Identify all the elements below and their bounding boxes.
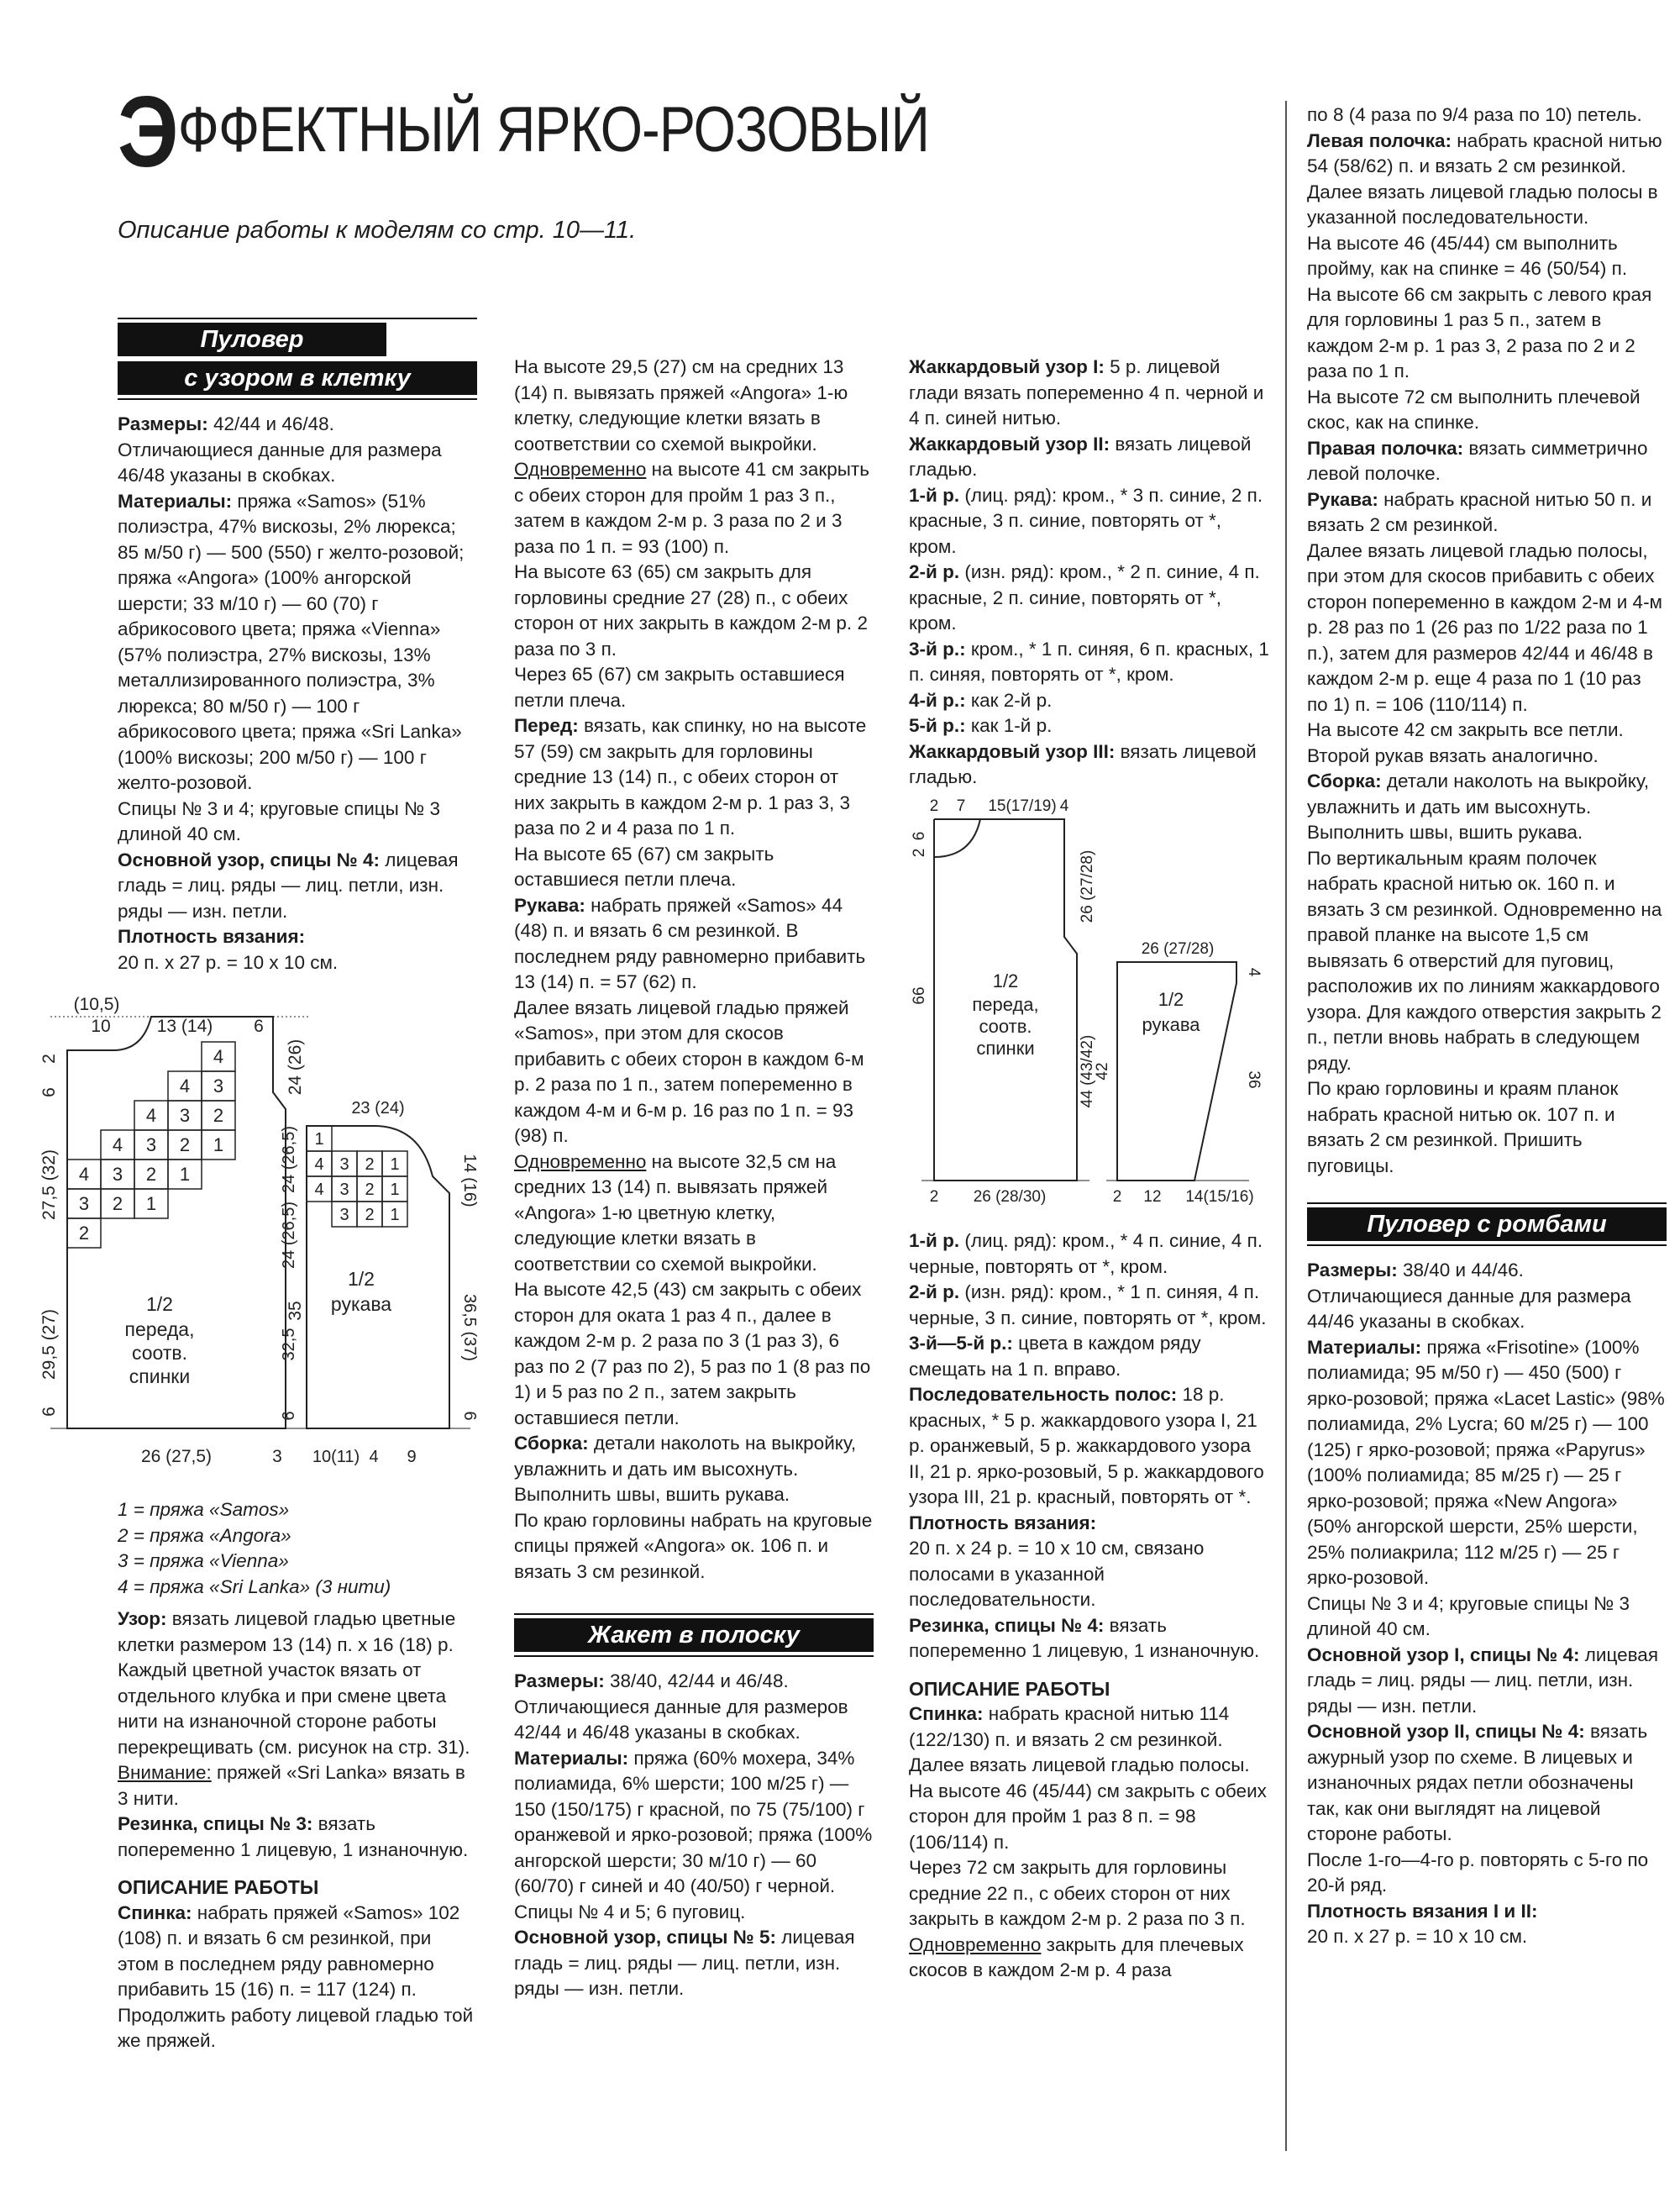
dim-label: 35 <box>286 1301 305 1321</box>
dim-label: 24 (26) <box>286 1039 305 1096</box>
piece-label: 1/2 <box>992 970 1019 991</box>
dim-label: 13 (14) <box>156 1017 213 1036</box>
dim-label: 3 <box>272 1447 282 1466</box>
dim-label: 26 (28/30) <box>973 1188 1047 1206</box>
column-1 <box>118 318 477 976</box>
dim-label: 29,5 (27) <box>39 1308 59 1380</box>
jacket-pattern-text: Основной узор, спицы № 5: лицевая гладь = лиц. ряды — лиц. петли, изн. ряды — изн. петли. <box>514 1927 855 1999</box>
column-3: Жаккардовый узор I: 5 р. лицевой глади вязать попеременно 4 п. черной и 4 п. синей нитью. Жаккардовый узор II: вязать лицевой гладью. 1-й р. (лиц. ряд): кром., * 3 п. синие, 2 п. красные, 3 п. синие, повторять от *, кром. 2-й р. (изн. ряд): кром., * 2 п. синие, 4 п. красные, 2 п. синие, повторять от *, кром. 3-й р.: кром., * 1 п. синяя, 6 п. красных, 1 п. синяя, повторять от *, кром. 4-й р.: как 2-й р. 5-й р.: как 1-й р. Жаккардовый узор III: вязать лицевой гладью. <box>909 356 1269 787</box>
dim-label: 14 (16) <box>460 1154 479 1207</box>
materials-text: Материалы: пряжа «Samos» (51% полиэстра, 47% вискозы, 2% люрекса; 85 м/50 г) — 500 (550) г желто-розовой; пряжа «Angora» (100% ангорской шерсти; 33 м/10 г) — 60 (70) г абрикосового цвета; пряжа «Vienna» (57% полиэстра, 27% вискозы, 13% металлизированного полиэстра, 3% люрекса; 80 м/50 г) — 100 г абрикосового цвета; пряжа «Sri Lanka» (100% вискозы; 200 м/50 г) — 100 г желто-розовой. <box>118 490 465 793</box>
pattern-text: Основной узор, спицы № 4: лицевая гладь = лиц. ряды — лиц. петли, изн. ряды — изн. петли. <box>118 849 459 922</box>
uzor-note: Каждый цветной участок вязать от отдельного клубка и при смене цвета нити на изнаночной стороне работы перекрещивать (см. рисунок на стр. 31). <box>118 1659 470 1758</box>
dim-label: 6 <box>280 1411 298 1421</box>
piece-label: рукава <box>330 1293 392 1315</box>
grid-cell: 4 <box>314 1181 324 1199</box>
grid-cell: 2 <box>179 1134 191 1155</box>
grid-cell: 3 <box>339 1206 349 1224</box>
dim-label: 15(17/19) <box>988 797 1057 815</box>
grid-cell: 4 <box>314 1155 324 1174</box>
dim-label: 4 <box>369 1448 379 1466</box>
dim-label: 26 (27,5) <box>140 1447 213 1466</box>
page-title: ЭФФЕКТНЫЙ ЯРКО-РОЗОВЫЙ <box>118 76 930 188</box>
grid-cell: 4 <box>78 1164 90 1185</box>
jacket-diagram <box>909 794 1278 1214</box>
work-heading: ОПИСАНИЕ РАБОТЫ <box>118 1876 319 1898</box>
front-text: Перед: вязать, как спинку, но на высоте 57 (59) см закрыть для горловины средние 13 (14) п., с обеих сторон от них закрыть в каждом 2-м р. 1 раз 3, 3 раза по 2 и 4 раза по 1 п. <box>514 715 867 839</box>
piece-label: спинки <box>976 1038 1035 1059</box>
density-value: 20 п. х 27 р. = 10 х 10 см. <box>118 951 339 973</box>
density-text: Плотность вязания: <box>118 926 306 947</box>
yarn-legend: 1 = пряжа «Samos» 2 = пряжа «Angora» 3 = пряжа «Vienna» 4 = пряжа «Sri Lanka» (3 нити) <box>118 1499 391 1597</box>
piece-label: переда, <box>124 1318 195 1340</box>
dim-label: 2 <box>929 797 939 815</box>
dim-label: 10(11) <box>312 1448 360 1466</box>
pullover-sleeve-diagram <box>273 1092 483 1496</box>
uzor-text: Узор: вязать лицевой гладью цветные клетки размером 13 (14) п. х 16 (18) р. <box>118 1608 456 1655</box>
needles-text: Спицы № 3 и 4; круговые спицы № 3 длиной 40 см. <box>118 797 440 844</box>
grid-cell: 3 <box>213 1075 224 1096</box>
dim-label: 44 (43/42) <box>1079 1034 1096 1108</box>
dim-label: 6 <box>254 1017 264 1036</box>
column-2: На высоте 29,5 (27) см на средних 13 (14) п. вывязать пряжей «Angora» 1-ю клетку, следующие клетки вязать в соответствии со схемой выкройки. Одновременно на высоте 41 см закрыть с обеих сторон для пройм 1 раз 3 п., затем в каждом 2-м р. 3 раза по 2 и 3 раза по 1 п. = 93 (100) п. На высоте 63 (65) см закрыть для горловины средние 27 (28) п., с обеих сторон от них закрыть в каждом 2-м р. 2 раза по 3 п. Через 65 (67) см закрыть оставшиеся петли плеча. Перед: вязать, как спинку, но на высоте 57 (59) см закрыть для горловины средние 13 (14) п., с обеих сторон от них закрыть в каждом 2-м р. 1 раз 3, 3 раза по 2 и 4 раза по 1 п. На высоте 65 (67) см закрыть оставшиеся петли плеча. Рукава: набрать пряжей «Samos» 44 (48) п. и вязать 6 см резинкой. В последнем ряду равномерно прибавить 13 (14) п. = 57 (62) п. Далее вязать лицевой гладью пряжей «Samos», при этом для скосов прибавить с обеих сторон в каждом 6-м р. 2 раза по 1 п., затем попеременно в каждом 4-м и 6-м р. 16 раз по 1 п. = 93 (98) п. Одновременно на высоте 32,5 см на средних 13 (14) п. вывязать пряжей «Angora» 1-ю цветную клетку, следующие клетки вязать в соответствии со схемой выкройки. На высоте 42,5 (43) см закрыть с обеих сторон для оката 1 раз 4 п., далее в каждом 2-м р. 2 раза по 3 (1 раз 3), 6 раз по 2 (7 раз по 2), 5 раз по 1 (8 раз по 1) и 5 раз по 2 п., затем закрыть оставшиеся петли. Сборка: детали наколоть на выкройку, увлажнить и дать им высохнуть. Выполнить швы, вшить рукава. По краю горловины набрать на круговые спицы пряжей «Angora» ок. 106 п. и вязать 3 см резинкой. Жакет в полоску Размеры: 38/40, 42/44 и 46/48. Отличающиеся данные для размеров 42/44 и 46/48 указаны в скобках. Материалы: пряжа (60% мохера, 34% полиамида, 6% шерсти; 100 м/25 г) — 150 (150/175) г красной, по 75 (75/100) г оранжевой и ярко-розовой; пряжа (100% ангорской шерсти; 30 м/10 г) — 60 (60/70) г синей и 40 (40/50) г черной. Спицы № 4 и 5; 6 пуговиц. Основной узор, спицы № 5: лицевая гладь = лиц. ряды — лиц. петли, изн. ряды — изн. петли. <box>514 355 874 2002</box>
assembly-text: Сборка: детали наколоть на выкройку, увлажнить и дать им высохнуть. <box>514 1433 857 1480</box>
dim-label: 42 <box>1094 1062 1111 1081</box>
dim-label: 7 <box>956 797 966 815</box>
grid-cell: 4 <box>213 1046 224 1067</box>
grid-cell: 3 <box>339 1181 349 1199</box>
grid-cell: 3 <box>179 1105 191 1126</box>
dim-label: 24 (26,5) <box>280 1125 298 1194</box>
page-subtitle: Описание работы к моделям со стр. 10—11. <box>118 217 637 244</box>
piece-label: соотв. <box>132 1342 187 1364</box>
jacket-sizes-text: Размеры: 38/40, 42/44 и 46/48. <box>514 1670 789 1691</box>
grid-cell: 2 <box>112 1193 123 1214</box>
dim-label: 6 <box>39 1087 59 1097</box>
column-1-lower <box>118 1607 477 2054</box>
grid-cell: 1 <box>390 1181 400 1199</box>
piece-label: переда, <box>972 994 1039 1015</box>
grid-cell: 2 <box>213 1105 224 1126</box>
dim-label: 27,5 (32) <box>39 1149 59 1221</box>
column-3-lower: 1-й р. (лиц. ряд): кром., * 4 п. синие, 4 п. черные, повторять от *, кром. 2-й р. (изн. ряд): кром., * 1 п. синяя, 4 п. черные, 3 п. синие, повторять от *, кром. 3-й—5-й р.: цвета в каждом ряду смещать на 1 п. вправо. Последовательность полос: 18 р. красных, * 5 р. жаккардового узора I, 21 р. оранжевый, 5 р. жаккардового узора II, 21 р. ярко-розовый, 5 р. жаккардового узора III, 21 р. красный, повторять от *. Плотность вязания: 20 п. х 24 р. = 10 х 10 см, связано полосами в указанной последовательности. Резинка, спицы № 4: вязать попеременно 1 лицевую, 1 изнаночную. ОПИСАНИЕ РАБОТЫ Спинка: набрать красной нитью 114 (122/130) п. и вязать 2 см резинкой. Далее вязать лицевой гладью полосы. На высоте 46 (45/44) см закрыть с обеих сторон для пройм 1 раз 8 п. = 98 (106/114) п. Через 72 см закрыть для горловины средние 22 п., с обеих сторон от них закрыть в каждом 2-м р. 2 раза по 3 п. Одновременно закрыть для плечевых скосов в каждом 2-м р. 4 раза <box>909 1228 1270 1984</box>
grid-cell: 3 <box>78 1193 90 1214</box>
grid-cell: 1 <box>145 1193 157 1214</box>
dim-label: 4 <box>1245 967 1263 977</box>
grid-cell: 2 <box>365 1155 375 1174</box>
section-banner-pullover-checks: Пуловер с узором в клетку <box>118 318 477 400</box>
jacket-work-heading: ОПИСАНИЕ РАБОТЫ <box>909 1677 1110 1700</box>
dim-label: 26 (27/28) <box>1079 849 1096 923</box>
piece-label: 1/2 <box>348 1268 375 1290</box>
grid-cell: 2 <box>365 1206 375 1224</box>
piece-label: 1/2 <box>1158 989 1184 1010</box>
dim-label: 36,5 (37) <box>460 1293 479 1362</box>
dim-label: 2 <box>39 1054 59 1064</box>
dim-label: (10,5) <box>73 995 120 1014</box>
grid-cell: 4 <box>145 1105 157 1126</box>
grid-cell: 1 <box>314 1130 324 1149</box>
sizes-note: Отличающиеся данные для размера 46/48 указаны в скобках. <box>118 439 442 486</box>
dim-label: 10 <box>91 1017 111 1036</box>
piece-label: рукава <box>1142 1014 1200 1035</box>
dim-label: 6 <box>39 1407 59 1417</box>
dim-label: 36 <box>1245 1070 1263 1089</box>
back-text: Спинка: набрать пряжей «Samos» 102 (108) п. и вязать 6 см резинкой, при этом в последнем ряду равномерно прибавить 15 (16) п. = 117 (124) п. <box>118 1901 460 2000</box>
piece-label: соотв. <box>979 1016 1032 1037</box>
grid-cell: 1 <box>179 1164 191 1185</box>
dim-label: 12 <box>1143 1188 1162 1206</box>
grid-cell: 1 <box>390 1155 400 1174</box>
dim-label: 23 (24) <box>351 1099 405 1118</box>
attention-text: Внимание: пряжей «Sri Lanka» вязать в 3 нити. <box>118 1762 465 1809</box>
dim-label: 24 (26,5) <box>280 1201 298 1270</box>
back-note: Продолжить работу лицевой гладью той же пряжей. <box>118 2004 474 2051</box>
grid-cell: 2 <box>78 1223 90 1244</box>
grid-cell: 3 <box>112 1164 123 1185</box>
dim-label: 32,5 <box>280 1328 298 1361</box>
sleeve-text: Рукава: набрать пряжей «Samos» 44 (48) п. и вязать 6 см резинкой. В последнем ряду равномерно прибавить 13 (14) п. = 57 (62) п. <box>514 894 866 992</box>
grid-cell: 2 <box>365 1181 375 1199</box>
dim-label: 2 <box>911 848 928 858</box>
section-banner-striped-jacket: Жакет в полоску <box>514 1613 874 1657</box>
sizes-text: Размеры: 42/44 и 46/48. <box>118 413 334 434</box>
dim-label: 4 <box>1059 797 1069 815</box>
dim-label: 26 (27/28) <box>1141 940 1215 958</box>
column-4: по 8 (4 раза по 9/4 раза по 10) петель. Левая полочка: набрать красной нитью 54 (58/62) п. и вязать 2 см резинкой. Далее вязать лицевой гладью полосы в указанной последовательности. На высоте 46 (45/44) см выполнить пройму, как на спинке = 46 (50/54) п. На высоте 66 см закрыть с левого края для горловины 1 раз 5 п., затем в каждом 2-м р. 1 раз 3, 2 раза по 2 и 2 раза по 1 п. На высоте 72 см выполнить плечевой скос, как на спинке. Правая полочка: вязать симметрично левой полочке. Рукава: набрать красной нитью 50 п. и вязать 2 см резинкой. Далее вязать лицевой гладью полосы, при этом для скосов прибавить с обеих сторон попеременно в каждом 2-м и 4-м р. 28 раз по 1 (26 раз по 1/22 раза по 1 п.), затем для размеров 42/44 и 46/48 в каждом 2-м р. еще 4 раза по 1 (10 раз по 1) п. = 106 (110/114) п. На высоте 42 см закрыть все петли. Второй рукав вязать аналогично. Сборка: детали наколоть на выкройку, увлажнить и дать им высохнуть. Выполнить швы, вшить рукава. По вертикальным краям полочек набрать красной нитью ок. 160 п. и вязать 3 см резинкой. Одновременно на правой планке на высоте 1,5 см вывязать 6 отверстий для пуговиц, расположив их по линиям жаккардового узора. Для каждого отверстия закрыть 2 п., петли вновь набрать в следующем ряду. По краю горловины и краям планок набрать красной нитью ок. 107 п. и вязать 2 см резинкой. Пришить пуговицы. Пуловер с ромбами Размеры: 38/40 и 44/46. Отличающиеся данные для размера 44/46 указаны в скобках. Материалы: пряжа «Frisotine» (100% полиамида; 95 м/50 г) — 450 (500) г ярко-розовой; пряжа «Lacet Lastic» (98% полиамида, 2% Lycra; 60 м/25 г) — 100 (125) г ярко-розовой; пряжа «Papyrus» (100% полиамида; 85 м/25 г) — 25 г ярко-розовой; пряжа «New Angora» (50% ангорской шерсти, 25% шерсти, 25% полиакрила; 112 м/25 г) — 25 г ярко-розовой. Спицы № 3 и 4; круговые спицы № 3 длиной 40 см. Основной узор I, спицы № 4: лицевая гладь = лиц. ряды — лиц. петли, изн. ряды — изн. петли. Основной узор II, спицы № 4: вязать ажурный узор по схеме. В лицевых и изнаночных рядах петли обозначены так, как они выглядят на лицевой стороне работы. После 1-го—4-го р. повторять с 5-го по 20-й ряд. Плотность вязания I и II: 20 п. х 27 р. = 10 х 10 см. <box>1307 103 1667 1950</box>
grid-cell: 4 <box>179 1075 191 1096</box>
grid-cell: 1 <box>213 1134 224 1155</box>
grid-cell: 4 <box>112 1134 123 1155</box>
dim-label: 2 <box>929 1188 939 1206</box>
grid-cell: 2 <box>145 1164 157 1185</box>
column-rule <box>1285 101 1287 2151</box>
grid-cell: 1 <box>390 1206 400 1224</box>
piece-label: 1/2 <box>146 1293 173 1315</box>
rib-text: Резинка, спицы № 3: вязать попеременно 1 лицевую, 1 изнаночную. <box>118 1813 469 1860</box>
section-banner-rhombus-pullover: Пуловер с ромбами <box>1307 1202 1667 1246</box>
dim-label: 2 <box>1112 1188 1122 1206</box>
grid-cell: 3 <box>145 1134 157 1155</box>
dim-label: 14(15/16) <box>1185 1188 1254 1206</box>
dim-label: 9 <box>407 1448 417 1466</box>
piece-label: спинки <box>129 1365 191 1387</box>
grid-cell: 3 <box>339 1155 349 1174</box>
jacket-materials-text: Материалы: пряжа (60% мохера, 34% полиамида, 6% шерсти; 100 м/25 г) — 150 (150/175) г красной, по 75 (75/100) г оранжевой и ярко-розовой; пряжа (100% ангорской шерсти; 30 м/10 г) — 60 (60/70) г синей и 40 (40/50) г черной. <box>514 1747 873 1896</box>
dim-label: 6 <box>911 831 928 841</box>
dim-label: 6 <box>460 1411 479 1421</box>
dim-label: 66 <box>911 986 928 1005</box>
